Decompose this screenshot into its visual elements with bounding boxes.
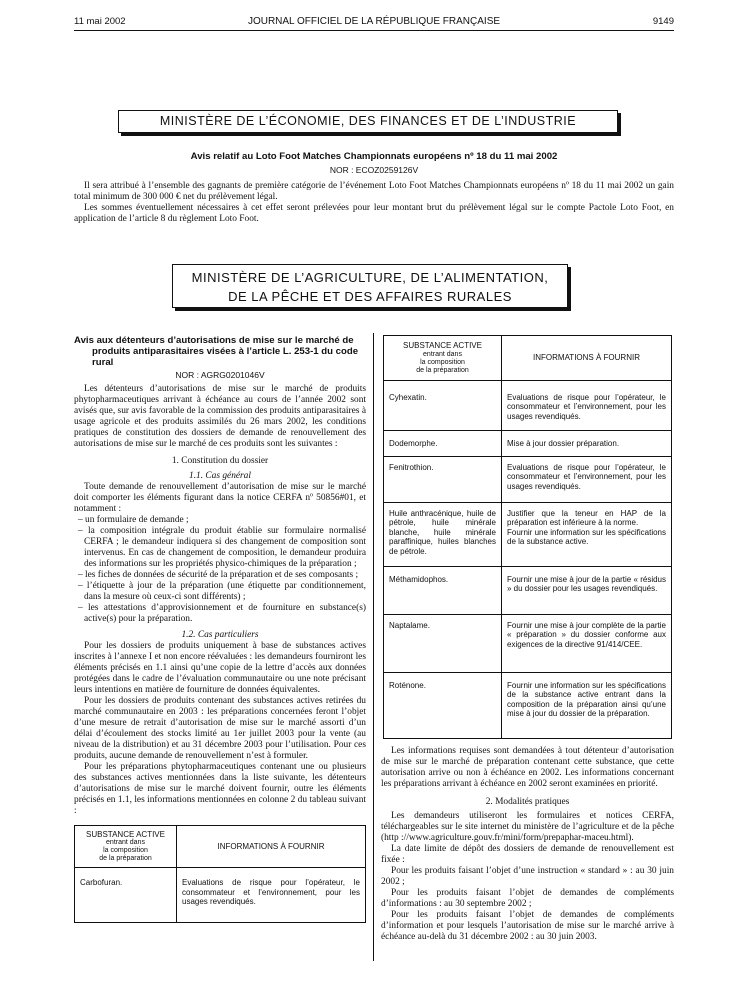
col-header-sub: entrant dans la composition de la préparation [99, 839, 152, 863]
heading-1-1: 1.1. Cas général [189, 471, 251, 481]
particular-paragraph: Pour les dossiers de produits contenant des substances actives retirées du marché communautaire en 2003 : les préparations concernées feront l’objet d’une mesure de retrait d’autorisation de mise sur le marché assorti d’un délai d’écoulement des stocks limité au 1er juillet 2003 pour la vente (au niveau de la distribution) et au 31 décembre 2003 pour l’utilisation. Pour ces produits, aucune demande de renouvellement n’est à formuler. [74, 696, 366, 761]
heading-1: 1. Constitution du dossier [171, 456, 269, 466]
after-table-paragraph: Les informations requises sont demandées à tout détenteur d’autorisation de mise sur le marché de préparation contenant cette substance, que cette autorisation arrive ou non à échéance en 2002. Les informations concernant les préparations arrivant à échéance en 2002 seront examinées en priorité. [381, 746, 674, 789]
ministry-line-2: DE LA PÊCHE ET DES AFFAIRES RURALES [228, 289, 512, 304]
column-divider [373, 333, 374, 961]
heading-1-2: 1.2. Cas particuliers [181, 630, 259, 640]
list-item: – les fiches de données de sécurité de la préparation et de ses composants ; [78, 570, 359, 580]
intro-paragraph: Les détenteurs d’autorisations de mise sur le marché de produits phytopharmaceutiques arrivant à échéance au cours de l’année 2002 sont avisés que, sur avis favorable de la commission des produits antiparasitaires à usage agricole et des produits assimilés du 26 mars 2002, les conditions pratiques de constitution des dossiers de demande de renouvellement des autorisations de mise sur le marché de ces produits sont les suivantes : [74, 384, 366, 449]
substance-cell: Carbofuran. [75, 868, 177, 923]
table-row [384, 673, 672, 739]
info-cell: Fournir une mise à jour complète de la partie « préparation » du dossier conforme aux exigences de la directive 91/414/CEE. [502, 615, 672, 673]
substance-cell: Naptalame. [384, 615, 502, 673]
substance-cell: Méthamidophos. [384, 567, 502, 615]
practical-paragraph: La date limite de dépôt des dossiers de demande de renouvellement est fixée : [381, 844, 674, 865]
col-header-main: SUBSTANCE ACTIVE [403, 341, 482, 351]
table-row [384, 615, 672, 673]
notice-title-agri: Avis aux détenteurs d’autorisations de mise sur le marché de produits antiparasitaires visées à l’article L. 253-1 du code rural [74, 335, 359, 368]
col-header-main: SUBSTANCE ACTIVE [86, 830, 165, 839]
info-cell: Mise à jour dossier préparation. [502, 431, 672, 457]
substance-table-left [74, 825, 366, 923]
loto-body [74, 181, 674, 225]
particular-paragraph: Pour les préparations phytopharmaceutiques contenant une ou plusieurs des substances actives mentionnées dans la liste suivante, les détenteurs d’autorisations de mise sur le marché doivent fournir, outre les éléments précisés en 1.1, les informations mentionnées en colonne 2 du tableau suivant : [74, 762, 366, 816]
info-cell: Fournir une information sur les spécifications de la substance active entrant dans la composition de la préparation ainsi qu’une mise à jour du dossier de la préparation. [502, 673, 672, 739]
info-cell: Evaluations de risque pour l’opérateur, le consommateur et l’environnement, pour les usages revendiqués. [502, 457, 672, 503]
practical-paragraph: Les demandeurs utiliseront les formulaires et notices CERFA, téléchargeables sur le site internet du ministère de l’agriculture et de la pêche (http ://www.agriculture.gouv.fr/mini/form/prepaphar-maceu.html). [381, 811, 674, 843]
header-date: 11 mai 2002 [74, 16, 126, 27]
loto-paragraph: Il sera attribué à l’ensemble des gagnants de première catégorie de l’événement Loto Foot Matches Championnats européens nº 18 du 11 mai 2002 un gain total minimum de 300 000 € net du prélèvement légal. [74, 181, 674, 202]
ministry-line-1: MINISTÈRE DE L’AGRICULTURE, DE L’ALIMENTATION, [191, 270, 549, 285]
right-column [381, 335, 674, 943]
list-item: – les attestations d’approvisionnement et de fourniture en substance(s) active(s) pour la préparation. [78, 603, 366, 624]
nor-ref-loto: NOR : ECOZ0259126V [329, 165, 419, 175]
heading-2: 2. Modalités pratiques [485, 797, 570, 807]
list-item: – l’étiquette à jour de la préparation (une étiquette par conditionnement, dans la mesure où ceux-ci sont différents) ; [78, 581, 366, 602]
col-header-substance [75, 826, 177, 868]
table-row [384, 431, 672, 457]
list-item: – un formulaire de demande ; [78, 515, 189, 525]
ministry-box-economy: MINISTÈRE DE L’ÉCONOMIE, DES FINANCES ET DE L’INDUSTRIE [118, 110, 618, 133]
agri-body [74, 384, 366, 817]
substance-cell: Fenitrothion. [384, 457, 502, 503]
practical-paragraph: Pour les produits faisant l’objet d’une instruction « standard » : au 30 juin 2002 ; [381, 866, 674, 887]
substance-cell: Dodemorphe. [384, 431, 502, 457]
col-header-info: INFORMATIONS À FOURNIR [177, 826, 366, 868]
practical-paragraph: Pour les produits faisant l’objet de demandes de compléments d’informations : au 30 septembre 2002 ; [381, 888, 674, 909]
info-cell: Justifier que la teneur en HAP de la préparation est inférieure à la norme. Fournir une information sur les spécifications de la substance active. [502, 503, 672, 567]
table-row [75, 868, 366, 923]
table-row [384, 567, 672, 615]
ministry-box-agriculture [172, 264, 568, 308]
col-header-substance [384, 336, 502, 381]
substance-cell: Roténone. [384, 673, 502, 739]
col-header-sub: entrant dans la composition de la préparation [416, 350, 469, 374]
substance-cell: Huile anthracénique, huile de pétrole, huile minérale blanche, huile minérale paraffinique, huiles blanches de pétrole. [384, 503, 502, 567]
left-column [74, 335, 366, 923]
info-cell: Evaluations de risque pour l’opérateur, le consommateur et l’environnement, pour les usages revendiqués. [177, 868, 366, 923]
right-body [381, 746, 674, 943]
table-row [384, 503, 672, 567]
table-row [384, 457, 672, 503]
info-cell: Evaluations de risque pour l’opérateur, le consommateur et l’environnement, pour les usages revendiqués. [502, 381, 672, 431]
loto-paragraph: Les sommes éventuellement nécessaires à cet effet seront prélevées pour leur montant brut du prélèvement légal sur le compte Pactole Loto Foot, en application de l’article 8 du règlement Loto Foot. [74, 203, 674, 224]
notice-title-loto: Avis relatif au Loto Foot Matches Championnats européens nº 18 du 11 mai 2002 [190, 151, 558, 162]
nor-ref-agri: NOR : AGRG0201046V [175, 370, 265, 380]
particular-paragraph: Pour les dossiers de produits uniquement à base de substances actives inscrites à l’annexe I et non encore réévaluées : les demandeurs fourniront les éléments précisés en 1.1 ainsi qu’une copie de la lettre d’accès aux données protégées dans le cadre de l’évaluation communautaire ou une note précisant leurs intentions en matière de fourniture de données équivalentes. [74, 641, 366, 695]
general-paragraph: Toute demande de renouvellement d’autorisation de mise sur le marché doit comporter les éléments figurant dans la notice CERFA nº 50856#01, et notamment : [74, 482, 366, 514]
header-rule [74, 30, 674, 31]
header-journal: JOURNAL OFFICIEL DE LA RÉPUBLIQUE FRANÇAISE [247, 16, 501, 27]
practical-paragraph: Pour les produits faisant l’objet de demandes de compléments d’information et pour lesquels l’autorisation de mise sur le marché arrive à échéance au-delà du 31 décembre 2002 : au 30 juin 2003. [381, 910, 674, 942]
list-item: – la composition intégrale du produit établie sur formulaire normalisé CERFA ; le demandeur indiquera si des changement de composition sont intervenus. En cas de changement de composition, le demandeur produira des informations sur les propriétés physico-chimiques de la préparation ; [78, 526, 366, 569]
info-cell: Fournir une mise à jour de la partie « résidus » du dossier pour les usages revendiqués. [502, 567, 672, 615]
col-header-info: INFORMATIONS À FOURNIR [502, 336, 672, 381]
table-row [384, 381, 672, 431]
requirements-list [74, 515, 366, 625]
substance-cell: Cyhexatin. [384, 381, 502, 431]
header-page: 9149 [652, 16, 674, 27]
substance-table-right [383, 335, 672, 739]
